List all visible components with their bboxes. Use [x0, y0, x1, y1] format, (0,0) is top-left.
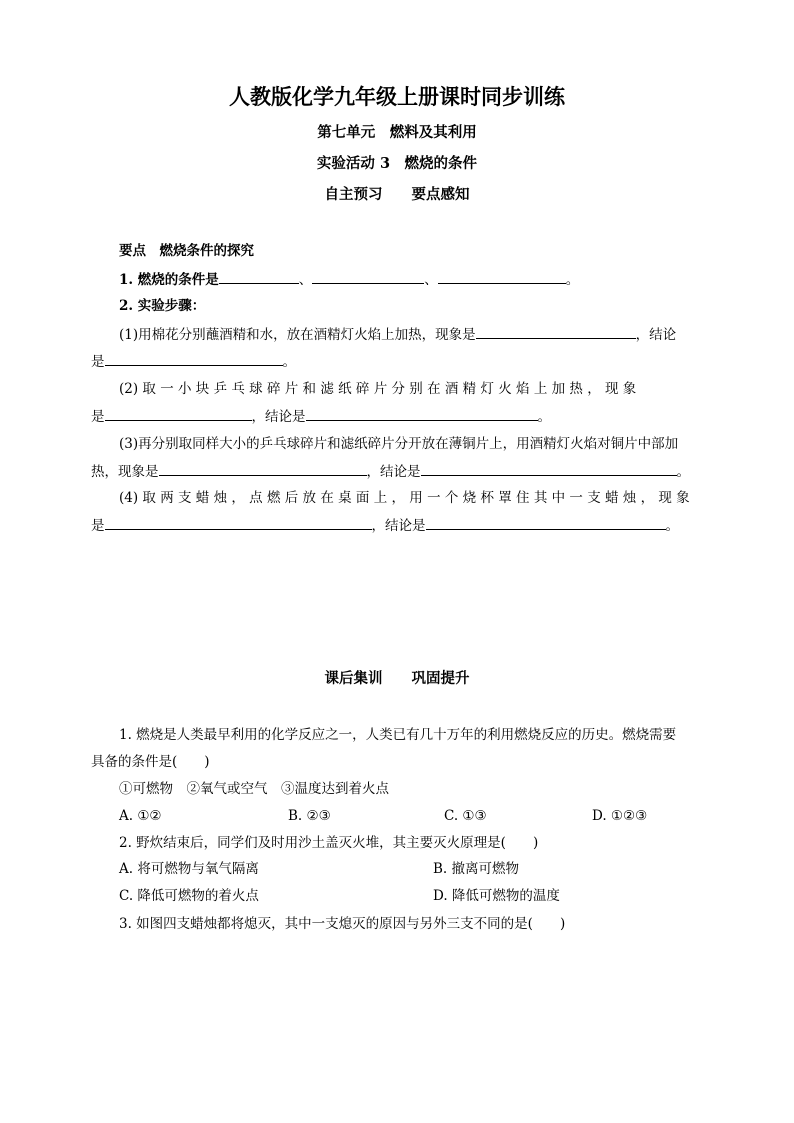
q1-label: 1. 燃烧的条件是	[119, 272, 219, 288]
step1-line2: 是 。	[91, 354, 296, 370]
answer-blank[interactable]	[426, 516, 666, 530]
section-title-practice: 课后集训 巩固提升	[324, 670, 470, 687]
q1-option-c[interactable]: C. ①③	[444, 808, 487, 824]
step4-line1: (4) 取 两 支 蜡 烛 ， 点 燃 后 放 在 桌 面 上 ， 用 一 个 烧 杯 罩 住 其 中 一 支 蜡 烛 ， 现 象	[119, 490, 690, 506]
step3-line2: 热，现象是 ，结论是 。	[91, 464, 690, 480]
q1-option-d[interactable]: D. ①②③	[592, 808, 648, 824]
page-title: 人教版化学九年级上册课时同步训练	[229, 84, 565, 109]
q3-stem: 3. 如图四支蜡烛都将熄灭，其中一支熄灭的原因与另外三支不同的是( )	[119, 916, 566, 932]
q2-option-d[interactable]: D. 降低可燃物的温度	[433, 888, 560, 904]
answer-blank[interactable]	[306, 407, 538, 421]
answer-blank[interactable]	[105, 407, 252, 421]
q1-option-b[interactable]: B. ②③	[288, 808, 331, 824]
step2-line1: (2) 取 一 小 块 乒 乓 球 碎 片 和 滤 纸 碎 片 分 别 在 酒 精 灯 火 焰 上 加 热 ， 现 象	[119, 381, 637, 397]
activity-title: 实验活动 3 燃烧的条件	[316, 155, 478, 172]
question-line: 1. 燃烧的条件是 、 、 。	[119, 272, 580, 288]
answer-blank[interactable]	[476, 325, 636, 339]
answer-blank[interactable]	[421, 462, 677, 476]
q2-option-b[interactable]: B. 撤离可燃物	[433, 861, 520, 877]
step3-line1: (3)再分别取同样大小的乒乓球碎片和滤纸碎片分开放在薄铜片上，用酒精灯火焰对铜片中部加	[119, 436, 679, 452]
answer-blank[interactable]	[219, 270, 299, 284]
q2-option-c[interactable]: C. 降低可燃物的着火点	[119, 888, 259, 904]
steps-label: 2. 实验步骤：	[119, 298, 206, 314]
step2-line2: 是 ，结论是 。	[91, 409, 551, 425]
q1-stem-line1: 1. 燃烧是人类最早利用的化学反应之一，人类已有几十万年的利用燃烧反应的历史。燃烧需要	[119, 727, 677, 743]
answer-blank[interactable]	[105, 352, 283, 366]
q2-stem: 2. 野炊结束后，同学们及时用沙土盖灭火堆，其主要灭火原理是( )	[119, 835, 539, 851]
answer-blank[interactable]	[105, 516, 372, 530]
answer-blank[interactable]	[159, 462, 367, 476]
keypoint-heading: 要点 燃烧条件的探究	[119, 243, 254, 259]
answer-blank[interactable]	[312, 270, 424, 284]
answer-blank[interactable]	[438, 270, 566, 284]
q1-conditions: ①可燃物 ②氧气或空气 ③温度达到着火点	[119, 781, 389, 797]
unit-title: 第七单元 燃料及其利用	[317, 124, 477, 141]
step1-line1: (1)用棉花分别蘸酒精和水，放在酒精灯火焰上加热，现象是 ，结论	[119, 327, 677, 343]
q1-option-a[interactable]: A. ①②	[119, 808, 162, 824]
q2-option-a[interactable]: A. 将可燃物与氧气隔离	[119, 861, 259, 877]
step4-line2: 是 ，结论是 。	[91, 518, 679, 534]
section-title-preview: 自主预习 要点感知	[324, 186, 470, 203]
q1-stem-line2: 具备的条件是( )	[91, 754, 210, 770]
